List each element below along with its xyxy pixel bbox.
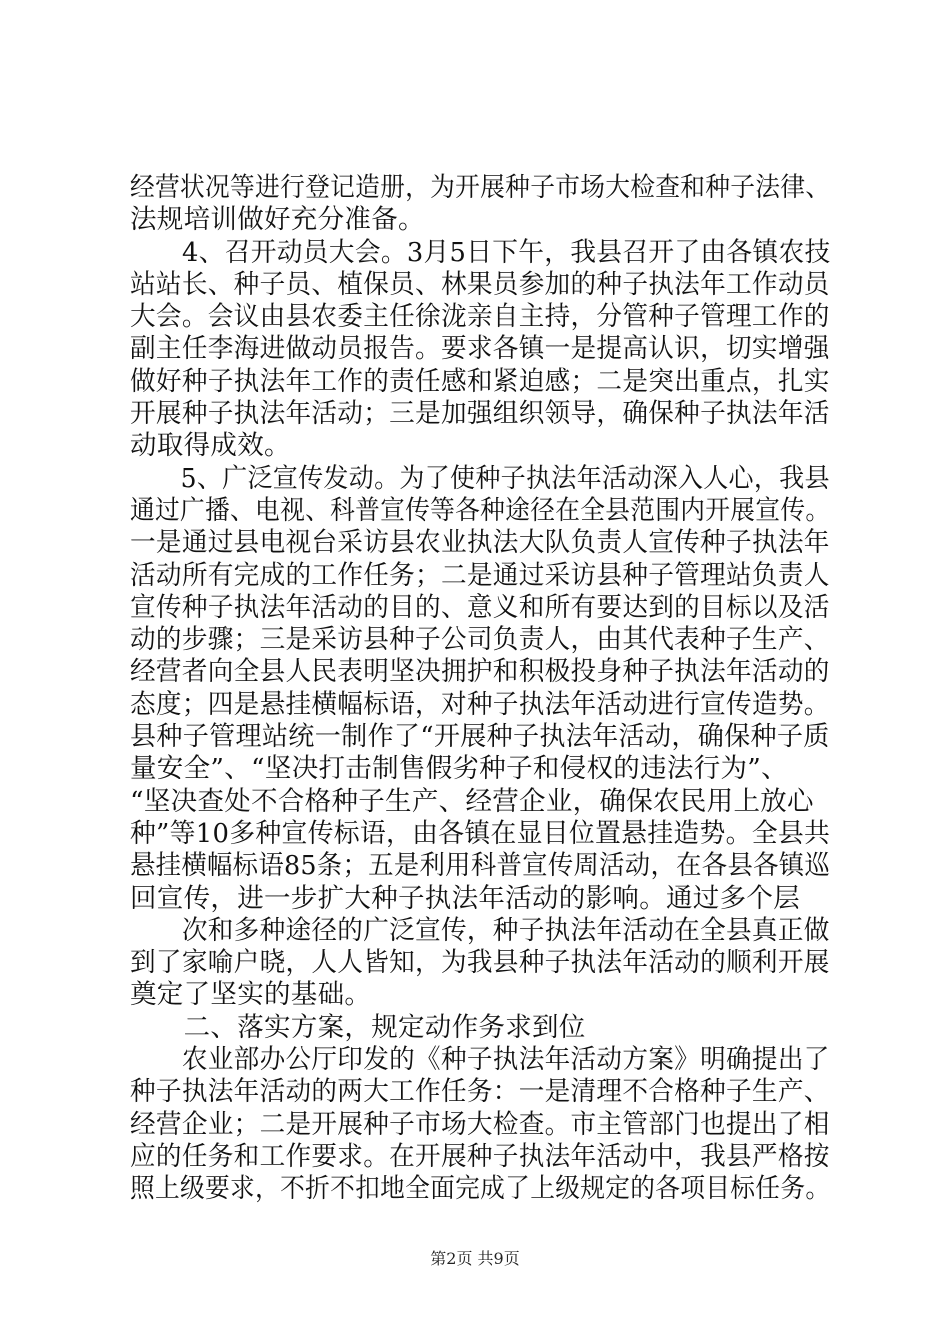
text-line: 经营企业；二是开展种子市场大检查。市主管部门也提出了相 [130, 1108, 830, 1140]
text-line: 5、广泛宣传发动。为了使种子执法年活动深入人心，我县 [130, 462, 830, 494]
body-text [130, 172, 830, 1206]
text-line: 经营状况等进行登记造册，为开展种子市场大检查和种子法律、 [130, 172, 831, 203]
text-line: 县种子管理站统一制作了“开展种子执法年活动，确保种子质 [130, 721, 830, 753]
text-line: 奠定了坚实的基础。 [130, 979, 372, 1011]
text-line: 副主任李海进做动员报告。要求各镇一是提高认识，切实增强 [130, 333, 830, 365]
text-line: 回宣传，进一步扩大种子执法年活动的影响。通过多个层 [130, 882, 800, 914]
text-line: 做好种子执法年工作的责任感和紧迫感；二是突出重点，扎实 [130, 365, 830, 397]
text-line: 法规培训做好充分准备。 [130, 204, 425, 236]
text-line: 通过广播、电视、科普宣传等各种途径在全县范围内开展宣传。 [130, 494, 831, 526]
text-line: 悬挂横幅标语85条；五是利用科普宣传周活动，在各县各镇巡 [130, 850, 831, 882]
text-line: 照上级要求，不折不扣地全面完成了上级规定的各项目标任务。 [130, 1173, 831, 1205]
text-line: 经营者向全县人民表明坚决拥护和积极投身种子执法年活动的 [130, 656, 830, 688]
text-line: 到了家喻户晓，人人皆知，为我县种子执法年活动的顺利开展 [130, 947, 830, 979]
text-line: 次和多种途径的广泛宣传，种子执法年活动在全县真正做 [130, 914, 830, 946]
text-line: 一是通过县电视台采访县农业执法大队负责人宣传种子执法年 [130, 527, 830, 559]
text-line: 大会。会议由县农委主任徐泷亲自主持，分管种子管理工作的 [130, 301, 830, 333]
text-line: 量安全”、“坚决打击制售假劣种子和侵权的违法行为”、 [130, 753, 788, 785]
text-line: 种”等10多种宣传标语，由各镇在显目位置悬挂造势。全县共 [130, 817, 831, 849]
text-line: 种子执法年活动的两大工作任务：一是清理不合格种子生产、 [130, 1076, 830, 1108]
text-line: 站站长、种子员、植保员、林果员参加的种子执法年工作动员 [130, 268, 830, 300]
page-footer: 第2页 共9页 [430, 1249, 520, 1268]
text-line: 应的任务和工作要求。在开展种子执法年活动中，我县严格按 [130, 1140, 830, 1172]
text-line: 农业部办公厅印发的《种子执法年活动方案》明确提出了 [130, 1044, 830, 1076]
text-line: 态度；四是悬挂横幅标语，对种子执法年活动进行宣传造势。 [130, 688, 830, 720]
text-line: 二、落实方案，规定动作务求到位 [130, 1011, 586, 1043]
text-line: 活动所有完成的工作任务；二是通过采访县种子管理站负责人 [130, 559, 830, 591]
text-line: 动取得成效。 [130, 430, 291, 462]
text-line: 开展种子执法年活动；三是加强组织领导，确保种子执法年活 [130, 398, 830, 430]
text-line: 宣传种子执法年活动的目的、意义和所有要达到的目标以及活 [130, 591, 830, 623]
text-line: 动的步骤；三是采访县种子公司负责人，由其代表种子生产、 [130, 624, 830, 656]
text-line: “坚决查处不合格种子生产、经营企业，确保农民用上放心 [130, 785, 814, 817]
text-line: 4、召开动员大会。3月5日下午，我县召开了由各镇农技 [130, 236, 831, 268]
